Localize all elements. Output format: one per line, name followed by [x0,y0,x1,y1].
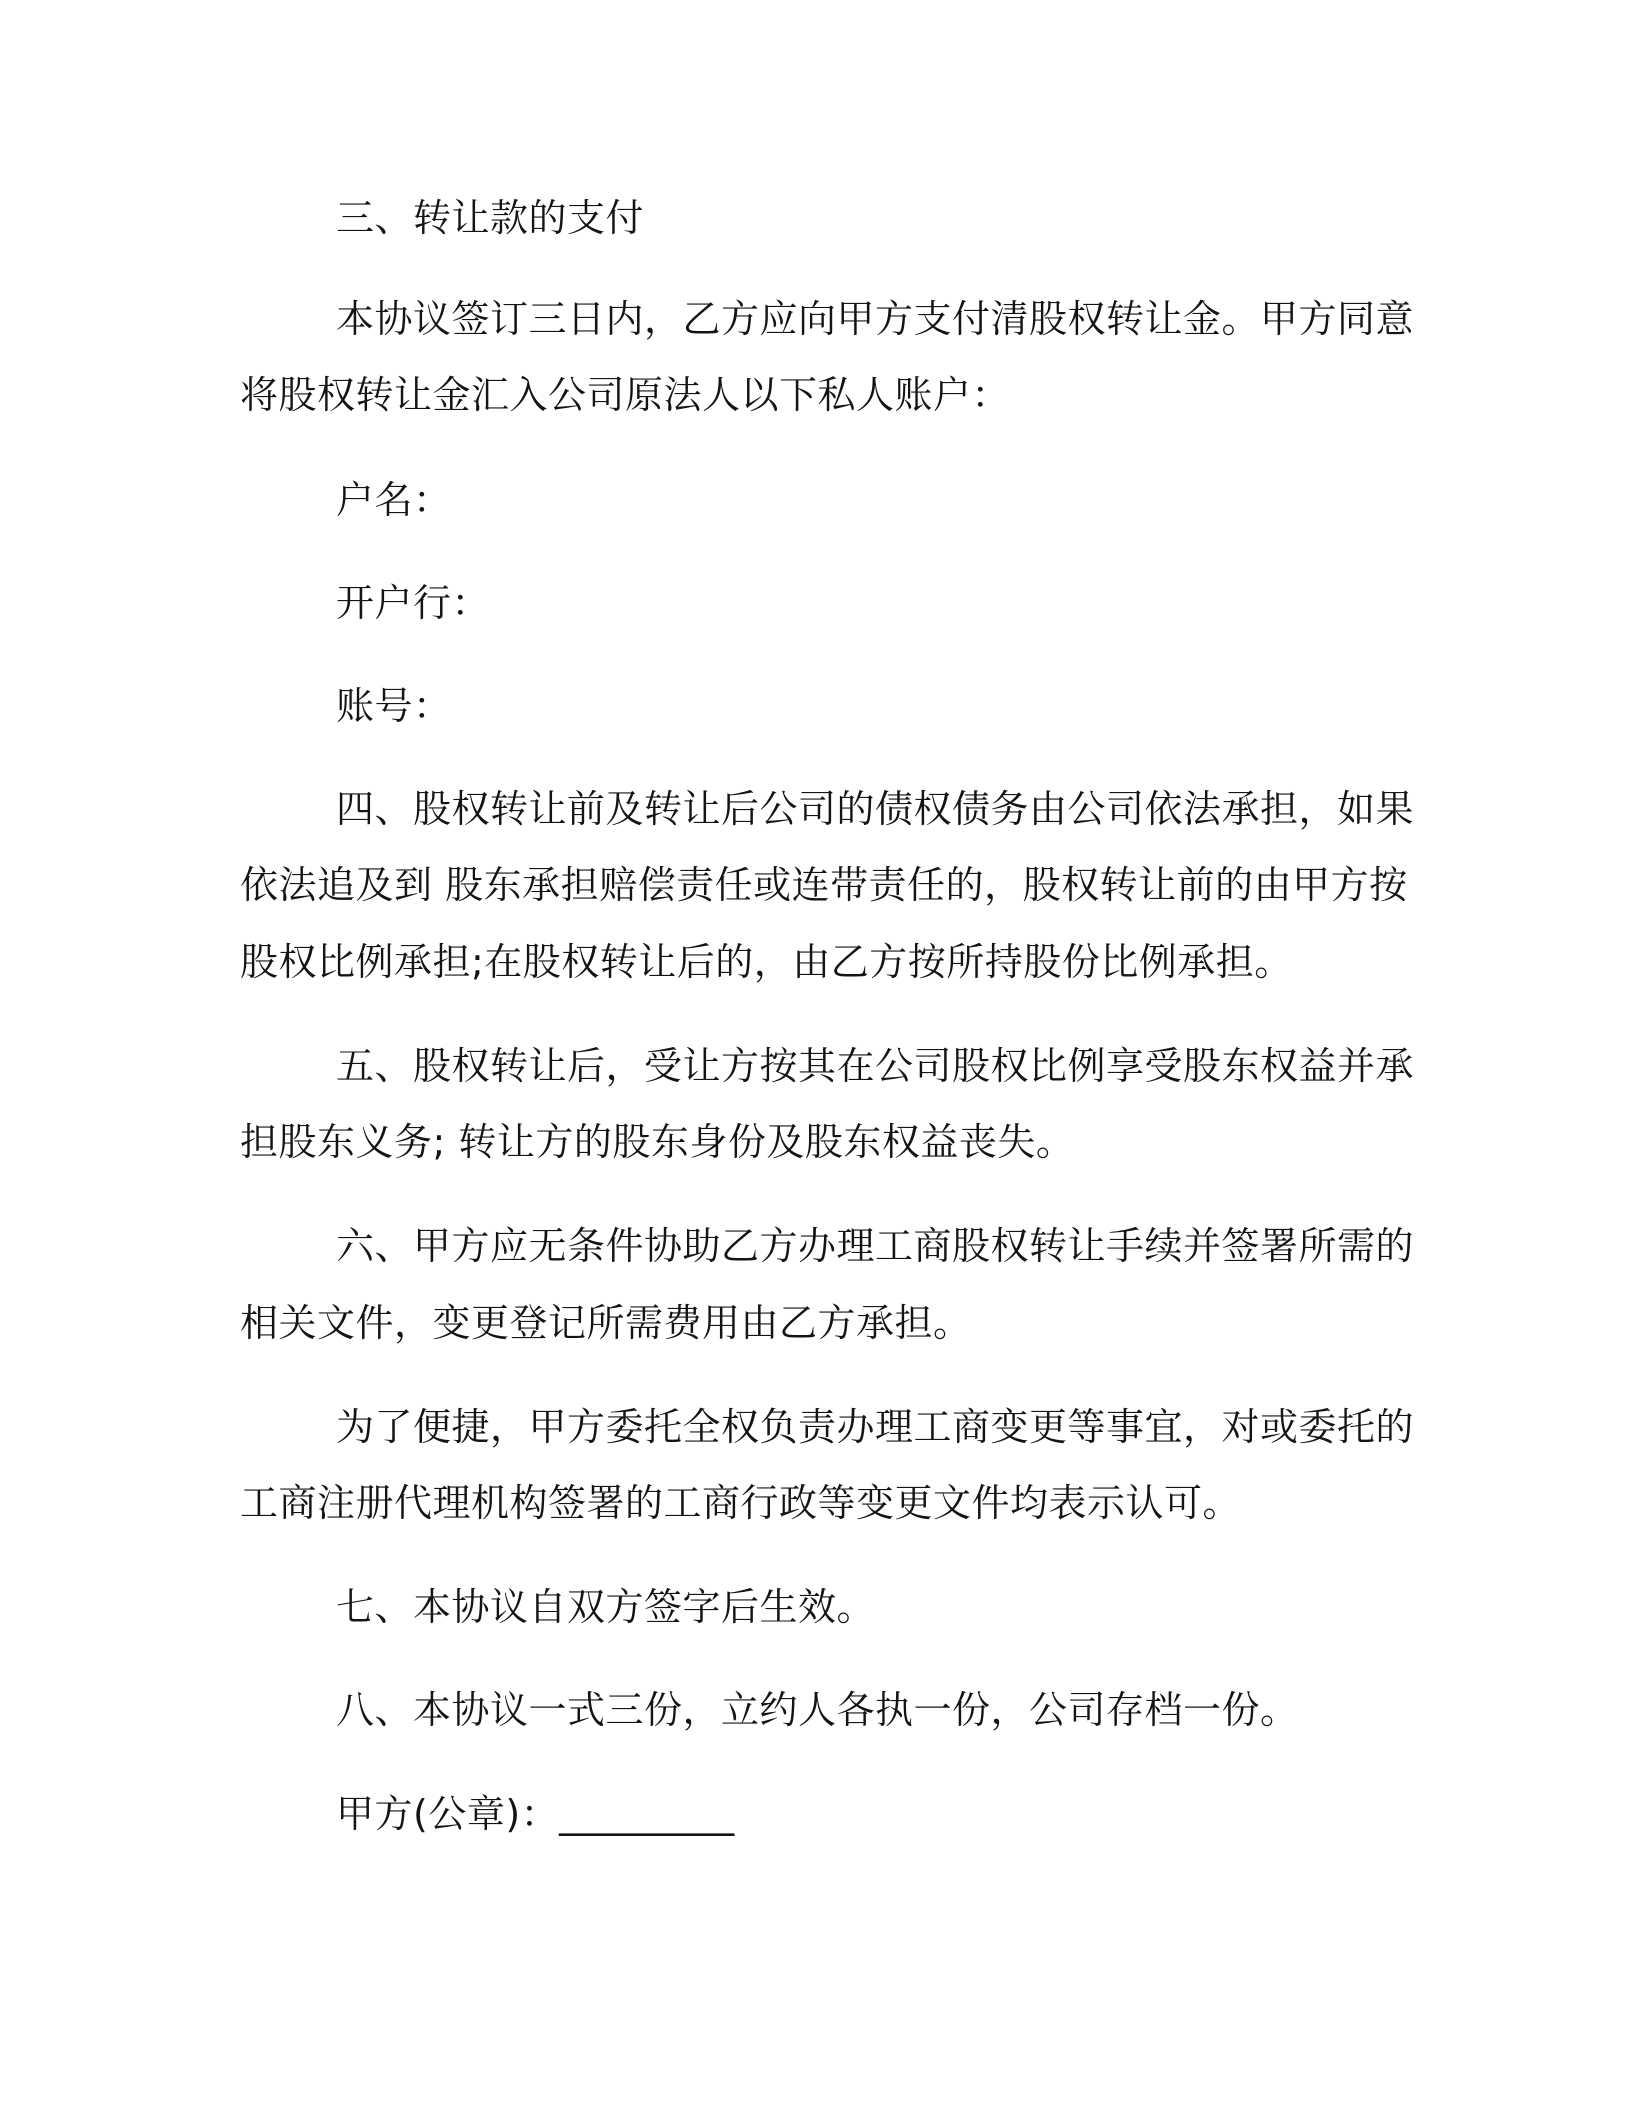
section-heading-payment: 三、转让款的支付 [336,196,645,240]
bank-label: 开户行： [336,581,491,625]
account-number-label: 账号： [336,684,452,728]
payment-paragraph-line-2: 将股权转让金汇入公司原法人以下私人账户： [240,373,1011,417]
clause-6-line-1: 六、甲方应无条件协助乙方办理工商股权转让手续并签署所需的 [336,1224,1415,1268]
clause-6-line-2: 相关文件，变更登记所需费用由乙方承担。 [240,1301,972,1345]
convenience-line-1: 为了便捷，甲方委托全权负责办理工商变更等事宜，对或委托的 [336,1405,1415,1449]
party-a-seal-line: 甲方(公章)：_________ [336,1792,735,1836]
account-name-label: 户名： [336,478,452,522]
clause-4-line-3: 股权比例承担;在股权转让后的，由乙方按所持股份比例承担。 [240,940,1293,984]
convenience-line-2: 工商注册代理机构签署的工商行政等变更文件均表示认可。 [240,1481,1242,1525]
clause-8: 八、本协议一式三份，立约人各执一份，公司存档一份。 [336,1688,1299,1732]
clause-5-line-2: 担股东义务; 转让方的股东身份及股东权益丧失。 [240,1120,1075,1164]
clause-7: 七、本协议自双方签字后生效。 [336,1585,876,1629]
payment-paragraph-line-1: 本协议签订三日内，乙方应向甲方支付清股权转让金。甲方同意 [336,297,1415,341]
clause-4-line-1: 四、股权转让前及转让后公司的债权债务由公司依法承担，如果 [336,787,1415,831]
clause-4-line-2: 依法追及到 股东承担赔偿责任或连带责任的，股权转让前的由甲方按 [240,863,1408,907]
clause-5-line-1: 五、股权转让后，受让方按其在公司股权比例享受股东权益并承 [336,1044,1415,1088]
